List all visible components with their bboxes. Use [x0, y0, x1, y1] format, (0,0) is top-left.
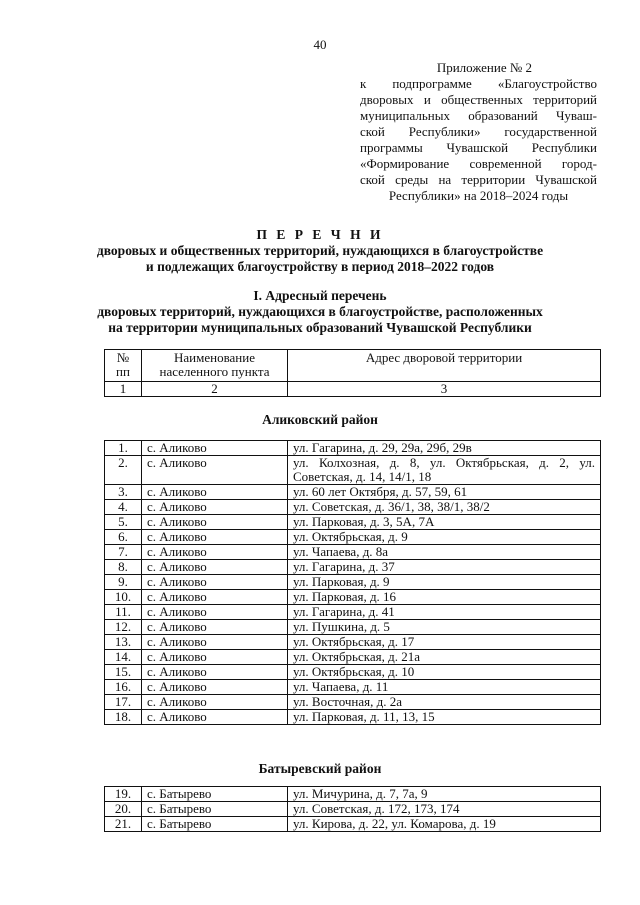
row-place: с. Аликово: [142, 695, 288, 710]
table-row: [105, 485, 601, 500]
row-address: ул. 60 лет Октября, д. 57, 59, 61: [288, 485, 601, 500]
row-place: с. Аликово: [142, 515, 288, 530]
appendix-line: муниципальных образований Чуваш-: [360, 108, 597, 123]
row-address: ул. Советская, д. 36/1, 38, 38/1, 38/2: [288, 500, 601, 515]
table-row: [105, 560, 601, 575]
row-place: с. Аликово: [142, 665, 288, 680]
row-number: 19.: [105, 787, 142, 802]
row-number: 13.: [105, 635, 142, 650]
table-row: [105, 620, 601, 635]
row-address: ул. Парковая, д. 9: [288, 575, 601, 590]
heading-title: П Е Р Е Ч Н И: [256, 227, 384, 242]
appendix-body: [360, 76, 597, 204]
row-place: с. Батырево: [142, 787, 288, 802]
header-index-3: 3: [288, 382, 601, 397]
row-address: ул. Кирова, д. 22, ул. Комарова, д. 19: [288, 817, 601, 832]
table-header: [104, 349, 601, 397]
header-number: № пп: [105, 350, 142, 382]
table-row: [105, 530, 601, 545]
row-address: ул. Октябрьская, д. 21а: [288, 650, 601, 665]
appendix-line: дворовых и общественных территорий: [360, 92, 597, 107]
row-address: ул. Гагарина, д. 41: [288, 605, 601, 620]
row-place: с. Аликово: [142, 485, 288, 500]
row-number: 11.: [105, 605, 142, 620]
heading-line: дворовых и общественных территорий, нуждающихся в благоустройстве: [96, 243, 544, 258]
row-number: 20.: [105, 802, 142, 817]
row-number: 4.: [105, 500, 142, 515]
table-row: [105, 515, 601, 530]
row-address: ул. Парковая, д. 3, 5А, 7А: [288, 515, 601, 530]
header-index-1: 1: [105, 382, 142, 397]
row-place: с. Аликово: [142, 441, 288, 456]
main-heading: [0, 227, 640, 275]
row-place: с. Аликово: [142, 456, 288, 485]
page-number: 40: [313, 37, 327, 52]
table-row: [105, 456, 601, 485]
row-number: 7.: [105, 545, 142, 560]
table-row: [105, 787, 601, 802]
row-place: с. Аликово: [142, 620, 288, 635]
row-place: с. Аликово: [142, 650, 288, 665]
row-number: 10.: [105, 590, 142, 605]
table-row: [105, 665, 601, 680]
appendix-line: программы Чувашской Республики: [360, 140, 597, 155]
header-row: [105, 350, 601, 382]
table-row: [105, 635, 601, 650]
row-number: 15.: [105, 665, 142, 680]
row-number: 1.: [105, 441, 142, 456]
row-number: 9.: [105, 575, 142, 590]
row-number: 12.: [105, 620, 142, 635]
table-row: [105, 710, 601, 725]
row-address: ул. Чапаева, д. 8а: [288, 545, 601, 560]
row-number: 21.: [105, 817, 142, 832]
header-place: Наименование населенного пункта: [142, 350, 288, 382]
table-row: [105, 650, 601, 665]
row-place: с. Аликово: [142, 560, 288, 575]
row-address: ул. Парковая, д. 16: [288, 590, 601, 605]
row-place: с. Аликово: [142, 500, 288, 515]
header-address: Адрес дворовой территории: [288, 350, 601, 382]
row-number: 5.: [105, 515, 142, 530]
row-address: ул. Чапаева, д. 11: [288, 680, 601, 695]
row-place: с. Аликово: [142, 680, 288, 695]
table-row: [105, 500, 601, 515]
row-address: ул. Октябрьская, д. 17: [288, 635, 601, 650]
row-number: 16.: [105, 680, 142, 695]
district-table: [104, 440, 601, 725]
row-place: с. Аликово: [142, 575, 288, 590]
row-address: ул. Октябрьская, д. 10: [288, 665, 601, 680]
row-place: с. Батырево: [142, 802, 288, 817]
row-address: ул. Восточная, д. 2а: [288, 695, 601, 710]
row-number: 14.: [105, 650, 142, 665]
row-address: ул. Советская, д. 172, 173, 174: [288, 802, 601, 817]
header-index-2: 2: [142, 382, 288, 397]
row-place: с. Аликово: [142, 605, 288, 620]
row-place: с. Аликово: [142, 710, 288, 725]
table-row: [105, 605, 601, 620]
appendix-line: «Формирование современной город-: [360, 156, 597, 171]
district-table: [104, 786, 601, 832]
row-number: 2.: [105, 456, 142, 485]
row-address: ул. Парковая, д. 11, 13, 15: [288, 710, 601, 725]
row-place: с. Аликово: [142, 530, 288, 545]
table-row: [105, 802, 601, 817]
row-address: ул. Мичурина, д. 7, 7а, 9: [288, 787, 601, 802]
district-rows: [105, 787, 601, 832]
row-number: 6.: [105, 530, 142, 545]
header-index-row: [105, 382, 601, 397]
table-row: [105, 545, 601, 560]
section-line: на территории муниципальных образований Чувашской Республики: [108, 320, 532, 335]
appendix-title: Приложение № 2: [436, 60, 532, 75]
row-place: с. Аликово: [142, 590, 288, 605]
row-place: с. Батырево: [142, 817, 288, 832]
row-number: 18.: [105, 710, 142, 725]
row-address: ул. Гагарина, д. 37: [288, 560, 601, 575]
appendix-line: ской среды на территории Чувашской: [360, 172, 597, 187]
section-line: дворовых территорий, нуждающихся в благоустройстве, расположенных: [97, 304, 543, 319]
row-address: ул. Пушкина, д. 5: [288, 620, 601, 635]
appendix-line: Республики» на 2018–2024 годы: [388, 188, 569, 203]
appendix-note: [360, 60, 597, 204]
row-number: 8.: [105, 560, 142, 575]
appendix-line: ской Республики» государственной: [360, 124, 597, 139]
district-title: Аликовский район: [262, 412, 378, 427]
table-row: [105, 575, 601, 590]
row-number: 17.: [105, 695, 142, 710]
district-rows: [105, 441, 601, 725]
row-address: ул. Колхозная, д. 8, ул. Октябрьская, д. 2, ул. Советская, д. 14, 14/1, 18: [288, 456, 601, 485]
row-place: с. Аликово: [142, 635, 288, 650]
row-address: ул. Октябрьская, д. 9: [288, 530, 601, 545]
row-number: 3.: [105, 485, 142, 500]
table-row: [105, 695, 601, 710]
section-heading: [0, 288, 640, 336]
appendix-line: к подпрограмме «Благоустройство: [360, 76, 597, 91]
table-row: [105, 817, 601, 832]
section-title: I. Адресный перечень: [253, 288, 387, 303]
table-row: [105, 590, 601, 605]
row-place: с. Аликово: [142, 545, 288, 560]
district-title: Батыревский район: [258, 761, 382, 776]
table-row: [105, 680, 601, 695]
table-row: [105, 441, 601, 456]
heading-line: и подлежащих благоустройству в период 2018–2022 годов: [145, 259, 495, 274]
row-address: ул. Гагарина, д. 29, 29а, 29б, 29в: [288, 441, 601, 456]
